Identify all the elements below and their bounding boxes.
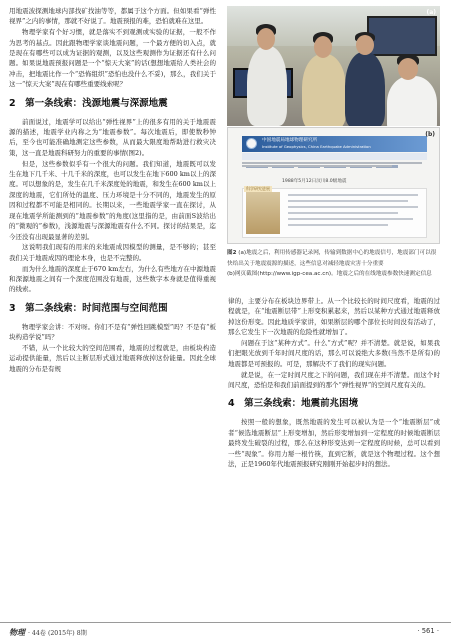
section-heading-2: 2 第一条线索：浅源地震与深源地震: [9, 97, 168, 109]
caption-a: (a)地震之后，利用传感器记录网，传输到数据中心的地震信号，地震部门可以很快给出关于地震震源的描述，这些信息对减轻地震灾害十分重要: [227, 250, 437, 267]
paragraph: 物理学家有个好习惯，就是落实不到观测或实验的证据，一般不作为思考的基点。因此跟物理学家谈地震问题，一个最方便的切入点，就是现在有哪些可以成为证据的观测，以及这些观测作为证据还有什么问题。如果说地震预报问题是一个“惊天大案”的话(想想地震给人类社会的冲击，把地震比作一个“恐怖组织”恐怕也没什么不妥)，那么，我们关于这一“惊天大案”现在有哪些重要线索呢？: [9, 28, 216, 89]
magazine-name: 物理: [9, 627, 25, 637]
paragraph: 物理学家会讲：不对呀。你们不是有“弹性回跳模型”吗？不是有“板块构造学说”吗？: [9, 322, 216, 342]
caption-number: 图2: [227, 250, 237, 256]
panel-b-label: (b): [425, 131, 435, 138]
page-footer: [0, 622, 451, 640]
section-heading-4: 4 第三条线索：地震前兆困境: [228, 398, 359, 410]
panel-a-label: (a): [426, 9, 436, 16]
photo-seismic-monitoring: [227, 6, 440, 126]
website-nav: [242, 153, 427, 160]
paragraph: 按照一般的想象，既然地震的发生可以被认为是一个“地震断层”或者“候选地震断层”上形变增加，然后形变增加到一定程度的时候地震断层最终发生破裂的过程，那么在这种形变达到一定程度的时候，总可以看到一些“现象”。你用力掰一根竹筷，直到它断，就是这个物理过程。这个想法，正是1960年代地震预报研究刚刚开始起步时的想法。: [228, 418, 440, 469]
right-column: [228, 296, 440, 470]
website-text: [242, 162, 427, 168]
paragraph: 用地震波探测地球内部找矿找油等等，都属于这个方面。但如果看“弹性视界”之内的事情，那就不好说了。地震预报的难，恐怕就难在这里。: [9, 7, 216, 26]
thumbnail-image: [246, 192, 280, 234]
website-title: 中国地震局地球物理研究所 Institute of Geophysics, China Earthquake Administration: [262, 138, 371, 149]
paragraph: 律的，主要分布在板块边界带上。从一个比较长的时间尺度看，地震的过程就是，在“地震断层带”上形变积累起来，然后以某种方式通过地震释放掉这份形变。因此地质学家讲，如果断层的哪个部位长时间没有活动了，那么它发生下一次地震的危险性就增加了。: [228, 297, 440, 337]
paragraph: 但是，这些参数似乎有一个很大的问题。我们知道，地震既可以发生在地下几千米、十几千米的深度，也可以发生在地下600 km以上的深度。可以想象的是，发生在几千米深度处的地震，和发生在600 km以上深度的地震，它们所处的温度、压力环境是十分不同的，地震发生的原因和过程都不可能是相同的。长期以来，一些地震学家一直在探讨，从现在地震学所能测到的“地震参数”的角度(这里指的是，由前面S波给出的“微观的”参数)，浅源地震与深源地震有什么不同。探讨的结果是，迄今还没有出现最显著的差别。: [9, 159, 216, 241]
journal-info: [9, 627, 87, 638]
figure-2: [227, 6, 441, 284]
institute-logo: [246, 138, 257, 149]
paragraph: 而为什么地震的深度止于670 km左右，为什么有些地方在中源地震和深源地震之间有一个深度范围没有地震，这些数字本身就是值得重视的线索。: [9, 264, 216, 294]
left-column: [9, 6, 216, 375]
paragraph: 就是说，在一定时间尺度之下的问题，我们现在并不清楚。而这个时间尺度，恐怕是和我们前面提到的那个“弹性视界”的空间尺度有关的。: [228, 370, 440, 390]
paragraph: 这说明我们现有的用来的来地震成因模型的测量，是不够的；甚至我们关于地震成因的理论本身，也是不完整的。: [9, 243, 216, 262]
section-heading-3: 3 第二条线索：时间范围与空间范围: [9, 302, 168, 314]
thumbnail-label: 科学研究进展: [246, 186, 270, 191]
screenshot-website: [227, 127, 440, 244]
page-number: · 561 ·: [417, 627, 439, 635]
paragraph: 问题在于这“某种方式”。什么“方式”呢？并不清楚。就是说，如果我们把眼光放到千年时间尺度的话，那么可以说绝大多数(当然不是所有)的地震都是可预报的。可是，那解决不了我们的现实问题。: [228, 339, 440, 368]
issue-info: · 44卷 (2015年) 8期: [28, 630, 87, 637]
paragraph: 前面说过，地震学可以给出“弹性视界”上的很多有用的关于地震震源的描述，地震学业内称之为“地震参数”。每次地震后，即使数秒钟后，至今也可能准确地测定这些参数，从而最大限度地帮助进行救灾决策，这一直是地震科研努力的重要的事情(图2)。: [9, 117, 216, 157]
website-headline: 1988年5月12日汶川8.0级地震: [282, 179, 347, 184]
figure-caption: [227, 248, 440, 280]
paragraph: 不错，从一个比较大的空间范围看，地震的过程就是，由板块构造运动提供能量，然后以主断层形式通过地震释放掉这份能量。因此全球地震的分布是有规: [9, 343, 216, 373]
caption-b: (b)网页截图(http://www.igp-cea.ac.cn)。地震之后的在线地震参数快速测定信息: [227, 271, 432, 278]
